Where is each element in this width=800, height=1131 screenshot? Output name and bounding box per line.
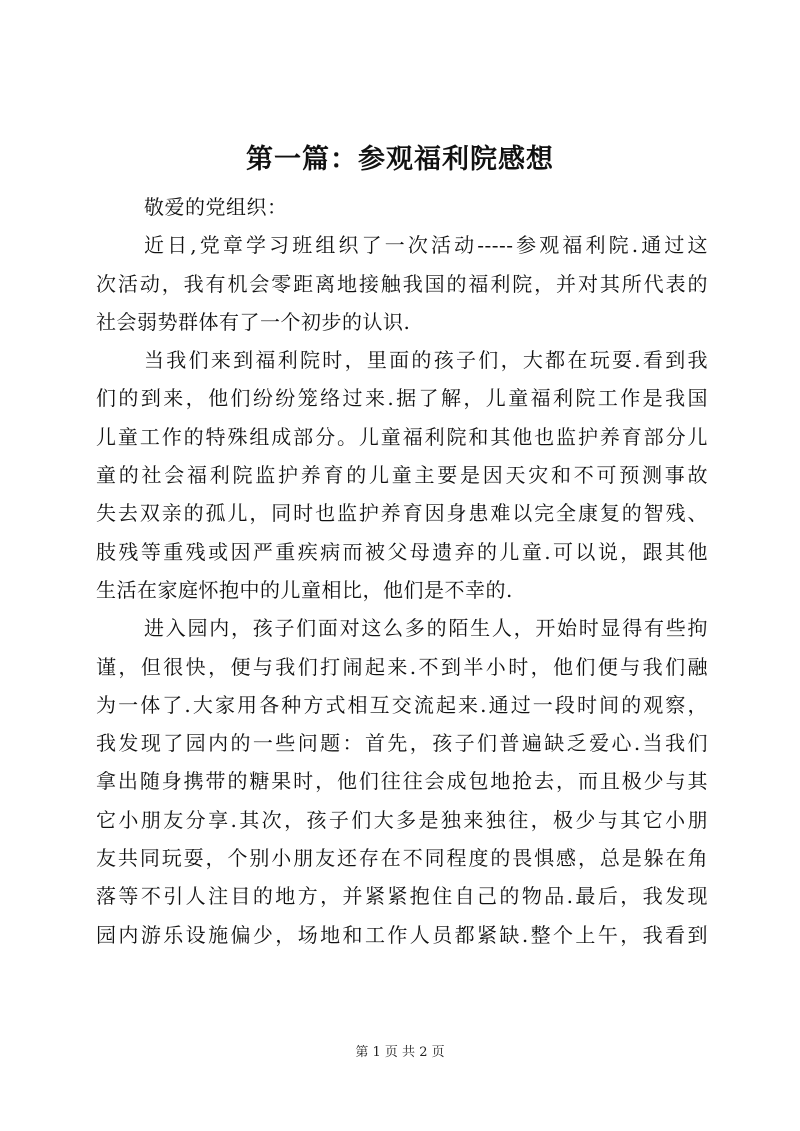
body-line: 拿出随身携带的糖果时，他们往往会成包地抢去，而且极少与其 (96, 769, 708, 794)
salutation-line: 敬爱的党组织： (144, 195, 288, 219)
body-line: 近日,党章学习班组织了一次活动-----参观福利院.通过这 (144, 233, 708, 258)
body-line: 当我们来到福利院时，里面的孩子们，大都在玩耍.看到我 (144, 348, 708, 373)
body-line: 为一体了.大家用各种方式相互交流起来.通过一段时间的观察， (96, 692, 708, 717)
body-line: 儿童工作的特殊组成部分。儿童福利院和其他也监护养育部分儿 (96, 424, 708, 449)
body-line: 童的社会福利院监护养育的儿童主要是因天灾和不可预测事故 (96, 463, 708, 488)
document-body (96, 188, 708, 954)
page-title: 第一篇：参观福利院感想 (246, 144, 554, 175)
body-line: 肢残等重残或因严重疾病而被父母遗弃的儿童.可以说，跟其他 (96, 539, 708, 564)
body-line: 生活在家庭怀抱中的儿童相比，他们是不幸的. (96, 577, 513, 602)
body-line: 们的到来，他们纷纷笼络过来.据了解，儿童福利院工作是我国 (96, 386, 708, 411)
page-footer: 第 1 页 共 2 页 (355, 1045, 445, 1060)
body-line: 社会弱势群体有了一个初步的认识. (96, 309, 411, 334)
body-line: 友共同玩耍，个别小朋友还存在不同程度的畏惧感，总是躲在角 (96, 846, 708, 871)
body-line: 落等不引人注目的地方，并紧紧抱住自己的物品.最后，我发现 (96, 884, 708, 909)
body-line: 谨，但很快，便与我们打闹起来.不到半小时，他们便与我们融 (96, 654, 708, 679)
body-line: 它小朋友分享.其次，孩子们大多是独来独往，极少与其它小朋 (96, 807, 708, 832)
body-line: 园内游乐设施偏少，场地和工作人员都紧缺.整个上午，我看到 (96, 922, 708, 947)
body-line: 次活动，我有机会零距离地接触我国的福利院，并对其所代表的 (96, 271, 708, 296)
body-line: 进入园内，孩子们面对这么多的陌生人，开始时显得有些拘 (144, 616, 708, 641)
body-line: 失去双亲的孤儿，同时也监护养育因身患难以完全康复的智残、 (96, 501, 708, 526)
body-line: 我发现了园内的一些问题：首先，孩子们普遍缺乏爱心.当我们 (96, 731, 708, 756)
